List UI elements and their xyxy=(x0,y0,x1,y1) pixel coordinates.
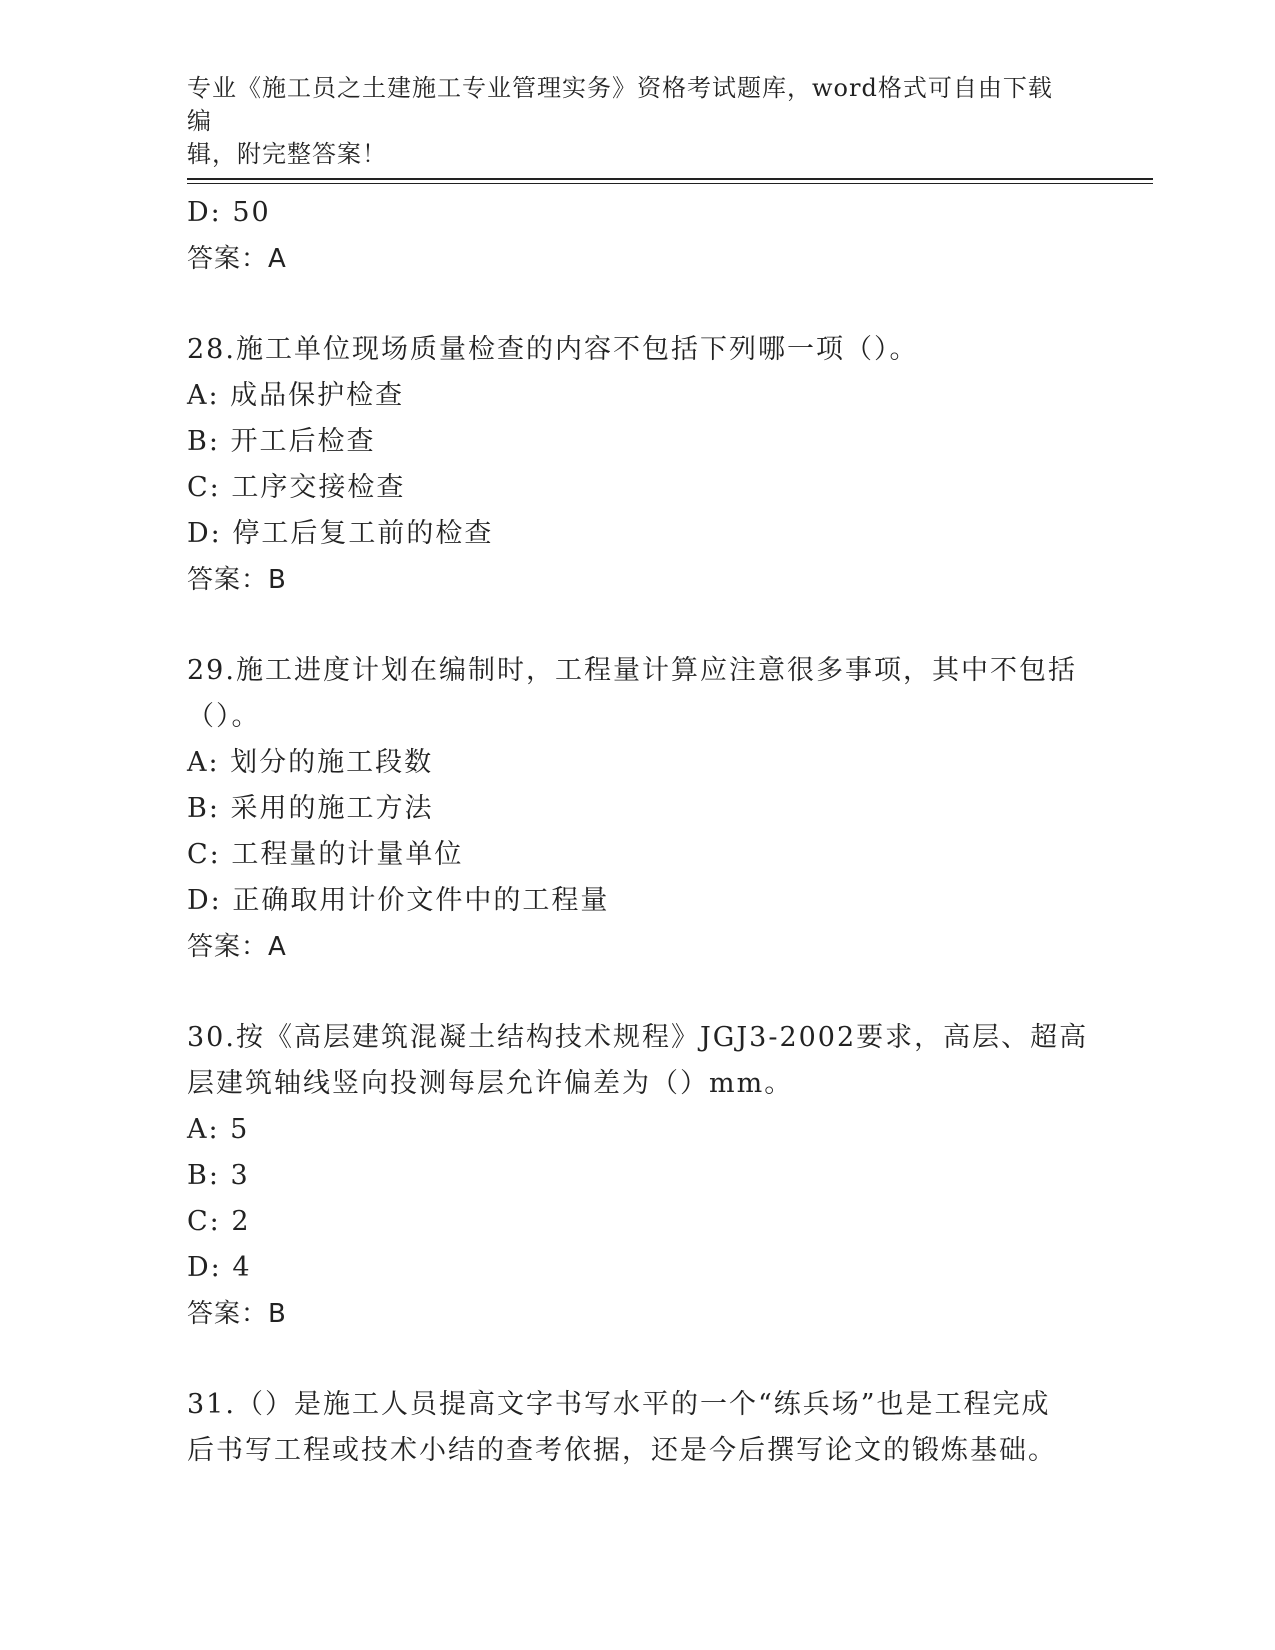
option-d: D: 50 xyxy=(187,197,271,228)
header-line-1: 专业《施工员之土建施工专业管理实务》资格考试题库，word格式可自由下载编 xyxy=(187,74,1053,135)
question-29-option-d: D: 正确取用计价文件中的工程量 xyxy=(187,885,610,916)
question-28-answer: 答案：B xyxy=(187,565,287,595)
question-31-text-line-2: 后书写工程或技术小结的查考依据，还是今后撰写论文的锻炼基础。 xyxy=(187,1435,1057,1466)
header-line-2: 辑，附完整答案！ xyxy=(187,140,387,168)
question-30-option-d: D: 4 xyxy=(187,1252,252,1283)
question-28-option-a: A: 成品保护检查 xyxy=(187,380,405,411)
question-30-option-a: A: 5 xyxy=(187,1114,250,1145)
answer: 答案：A xyxy=(187,244,287,274)
header-rule-thin xyxy=(187,183,1153,184)
question-28-option-c: C: 工序交接检查 xyxy=(187,472,406,503)
question-29-text-line-2: （）。 xyxy=(187,701,261,732)
question-29-text-line-1: 29.施工进度计划在编制时，工程量计算应注意很多事项，其中不包括 xyxy=(187,655,1077,686)
question-content xyxy=(187,190,1087,1474)
question-31-text-line-1: 31.（）是施工人员提高文字书写水平的一个“练兵场”也是工程完成 xyxy=(187,1389,1051,1420)
question-28-text: 28.施工单位现场质量检查的内容不包括下列哪一项（）。 xyxy=(187,334,919,365)
question-29-answer: 答案：A xyxy=(187,932,287,962)
header-rule-thick xyxy=(187,178,1153,180)
question-30-text-line-2: 层建筑轴线竖向投测每层允许偏差为（）mm。 xyxy=(187,1068,794,1099)
question-28-option-b: B: 开工后检查 xyxy=(187,426,376,457)
document-header xyxy=(187,72,1067,171)
question-28-option-d: D: 停工后复工前的检查 xyxy=(187,518,494,549)
question-30-option-c: C: 2 xyxy=(187,1206,251,1237)
question-30-text-line-1: 30.按《高层建筑混凝土结构技术规程》JGJ3-2002要求，高层、超高 xyxy=(187,1022,1089,1053)
question-29-option-b: B: 采用的施工方法 xyxy=(187,793,434,824)
question-30-answer: 答案：B xyxy=(187,1299,287,1329)
question-29-option-a: A: 划分的施工段数 xyxy=(187,747,434,778)
question-29-option-c: C: 工程量的计量单位 xyxy=(187,839,464,870)
question-30-option-b: B: 3 xyxy=(187,1160,250,1191)
